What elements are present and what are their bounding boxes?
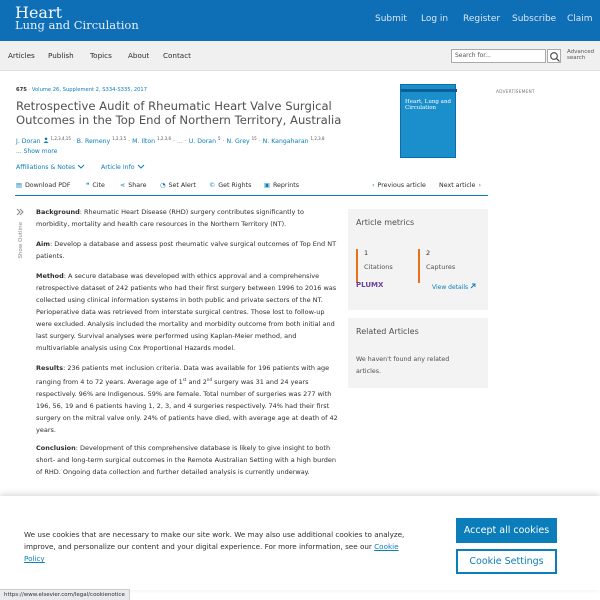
- section-label: Aim: [36, 240, 51, 248]
- chevron-down-icon: [137, 164, 145, 169]
- next-article-link[interactable]: [439, 182, 481, 189]
- search-button[interactable]: [547, 49, 561, 63]
- author-affiliation: 1,2,3,5: [112, 136, 127, 141]
- section-text: surgery was 31 and 24 years respectively. 96% are Indigenous. 59% are female. Total number of surgeries was 277 with 196, 56, 19 and 6 patients having 1, 2, 3, and 4 surgeries respectively. 74% had their first surgery on the mitral valve only. 24% of patients have died, with average age at death of 42 years.: [36, 378, 338, 435]
- plumx-logo[interactable]: PLUMX: [356, 281, 384, 289]
- author-affiliation: 1,2,3,8: [310, 136, 325, 141]
- share-label: Share: [128, 182, 147, 189]
- section-label: Background: [36, 208, 80, 216]
- affiliations-toggle[interactable]: [16, 164, 85, 171]
- subnav-articles[interactable]: Articles: [8, 51, 35, 60]
- abstract-method: [36, 270, 338, 354]
- quote-icon: ❝: [86, 182, 90, 189]
- person-icon: [43, 137, 49, 143]
- arrow-up-right-icon: [470, 283, 476, 289]
- author-link[interactable]: N. Grey: [226, 138, 250, 146]
- author-list: J. Doran $^{1,2,3,4,15}$ · B. Remeny $^{1,2,3,5}$ · M. Ilton $^{1,2,3,6}$ · ... · U. Doran $^5$ · N. Grey $^{15}$ · N. Kangaharan $^{1,2,3,8}$: [16, 136, 325, 146]
- search-placeholder: Search for...: [455, 52, 491, 59]
- next-article-label: Next article: [439, 182, 476, 189]
- related-empty-text: We haven't found any related articles.: [356, 356, 450, 375]
- cite-label: Cite: [92, 182, 105, 189]
- copyright-icon: ©: [209, 182, 216, 189]
- author-link[interactable]: B. Remeny: [76, 138, 111, 146]
- subnav-contact[interactable]: Contact: [163, 51, 191, 60]
- pdf-icon: ▤: [16, 182, 22, 189]
- related-title: Related Articles: [356, 327, 419, 336]
- chevron-right-icon: ›: [478, 182, 481, 189]
- section-text: : Development of this comprehensive database is likely to give insight to both short- and long-term surgical outcomes in the Remote Australian Setting with a high burden of RHD. Ongoing data collection and further detailed analysis is currently underway.: [36, 444, 337, 476]
- search-icon: [549, 51, 561, 63]
- advanced-search-link[interactable]: Advanced search: [567, 49, 595, 61]
- author-affiliation: 15: [251, 136, 257, 141]
- double-chevron-icon: [16, 208, 24, 216]
- accept-all-cookies-button[interactable]: Accept all cookies: [456, 518, 557, 543]
- section-text: : Develop a database and assess post rheumatic valve surgical outcomes of Top End NT patients.: [36, 240, 337, 260]
- chevron-left-icon: ‹: [372, 182, 375, 189]
- nav-claim[interactable]: Claim: [567, 14, 593, 24]
- affiliations-label: Affiliations & Notes: [16, 164, 76, 171]
- previous-article-label: Previous article: [377, 182, 426, 189]
- site-header: [0, 0, 600, 41]
- share-icon: ⋖: [120, 182, 126, 189]
- share-button[interactable]: [120, 182, 146, 189]
- cookie-policy-link[interactable]: Cookie Policy: [24, 542, 399, 563]
- journal-logo-line1[interactable]: Heart: [15, 3, 63, 22]
- status-bar-url: https://www.elsevier.com/legal/cookienotice: [0, 589, 130, 600]
- abstract-background: [36, 206, 338, 230]
- bell-icon: ◔: [160, 182, 166, 189]
- get-rights-label: Get Rights: [218, 182, 252, 189]
- previous-article-link[interactable]: [372, 182, 426, 189]
- download-pdf-label: Download PDF: [24, 182, 71, 189]
- cover-band: [401, 89, 457, 92]
- article-toolbar: [0, 178, 488, 195]
- citations-metric[interactable]: [356, 249, 393, 283]
- authors-ellipsis: ...: [176, 138, 183, 146]
- abstract-results: [36, 362, 338, 436]
- nav-subscribe[interactable]: Subscribe: [512, 14, 557, 24]
- view-details-link[interactable]: [432, 283, 476, 291]
- article-metrics-card: [348, 209, 488, 310]
- author-affiliation: 5: [217, 136, 221, 141]
- superscript: nd: [206, 377, 212, 382]
- abstract-aim: [36, 238, 338, 262]
- author-affiliation: 1,2,3,4,15: [50, 136, 71, 141]
- nav-register[interactable]: Register: [463, 14, 501, 24]
- chevron-down-icon: [77, 164, 85, 169]
- section-label: Conclusion: [36, 444, 76, 452]
- set-alert-label: Set Alert: [168, 182, 196, 189]
- get-rights-button[interactable]: [209, 182, 251, 189]
- author-link[interactable]: U. Doran: [188, 138, 217, 146]
- show-more-authors[interactable]: ... Show more: [16, 148, 58, 155]
- section-text: : A secure database was developed with ethics approval and a comprehensive retrospective dataset of 242 patients who had their first surgery between 1996 to 2016 was collected using clinical information systems in both public and private sectors of the NT. Perioperative data was retrieved from interstate surgical centres. Those lost to follow-up were excluded. Analysis included the mortality and morbidity outcome from both initial and last surgery. Survival analyses were performed using Kaplan-Meier method, and multivariable analysis using Cox Proportional Hazards model.: [36, 272, 337, 352]
- nav-login[interactable]: Log in: [421, 14, 449, 24]
- section-text: : Rheumatic Heart Disease (RHD) surgery contributes significantly to morbidity, mortality and health care resources in the Northern Territory (NT).: [36, 208, 304, 228]
- outline-toggle[interactable]: [16, 208, 26, 278]
- captures-metric[interactable]: [418, 249, 455, 283]
- show-outline-label: Show Outline: [18, 222, 24, 259]
- subnav-publish[interactable]: Publish: [48, 51, 74, 60]
- article-number: 675: [16, 87, 27, 93]
- cookie-message: We use cookies that are necessary to make our site work. We may also use additional cookies to analyze, improve, and personalize our content and your digital experience. For more information, see our: [24, 530, 405, 551]
- related-articles-card: [348, 318, 488, 388]
- subnav-topics[interactable]: Topics: [90, 51, 112, 60]
- view-details-label: View details: [432, 284, 469, 291]
- section-text: : 236 patients met inclusion criteria. Data was available for 196 patients with age ranging from 4 to 72 years. Average age of 1: [36, 364, 330, 387]
- author-link[interactable]: J. Doran: [16, 138, 41, 146]
- cover-title: Heart, Lung and Circulation: [405, 99, 452, 111]
- section-text: and 2: [186, 378, 207, 387]
- nav-submit[interactable]: Submit: [375, 14, 407, 24]
- journal-logo-line2[interactable]: Lung and Circulation: [15, 18, 139, 32]
- advertisement-label: ADVERTISEMENT: [496, 90, 535, 95]
- abstract-conclusion: [36, 442, 338, 478]
- captures-label: Captures: [426, 263, 456, 271]
- metrics-title: Article metrics: [356, 218, 415, 227]
- subnav-about[interactable]: About: [128, 51, 150, 60]
- author-link[interactable]: N. Kangaharan: [262, 138, 309, 146]
- citations-count: 1: [364, 249, 369, 257]
- author-link[interactable]: M. Ilton: [132, 138, 156, 146]
- section-label: Results: [36, 364, 64, 372]
- article-info-label: Article Info: [101, 164, 135, 171]
- section-label: Method: [36, 272, 64, 280]
- journal-cover-image[interactable]: [400, 84, 456, 158]
- reprints-label: Reprints: [272, 182, 299, 189]
- reprints-button[interactable]: [264, 182, 299, 189]
- captures-count: 2: [426, 249, 431, 257]
- reprint-icon: ▣: [264, 182, 270, 189]
- cookie-text: [24, 529, 419, 565]
- article-title: Retrospective Audit of Rheumatic Heart Valve Surgical Outcomes in the Top End of Northern Territory, Australia: [16, 99, 342, 127]
- set-alert-button[interactable]: [160, 182, 196, 189]
- superscript: st: [182, 377, 187, 382]
- cookie-settings-button[interactable]: Cookie Settings: [456, 549, 557, 574]
- journal-issue-line: 675 · Volume 26, Supplement 2, S334-S335, 2017: [16, 87, 148, 93]
- author-affiliation: 1,2,3,6: [157, 136, 172, 141]
- journal-issue-link[interactable]: Volume 26, Supplement 2, S334-S335, 2017: [31, 87, 148, 93]
- cite-button[interactable]: [86, 182, 105, 189]
- search-input[interactable]: [451, 49, 546, 63]
- article-info-toggle[interactable]: [101, 164, 145, 171]
- toolbar-divider: [15, 195, 488, 196]
- download-pdf-button[interactable]: [16, 182, 71, 189]
- citations-label: Citations: [364, 263, 393, 271]
